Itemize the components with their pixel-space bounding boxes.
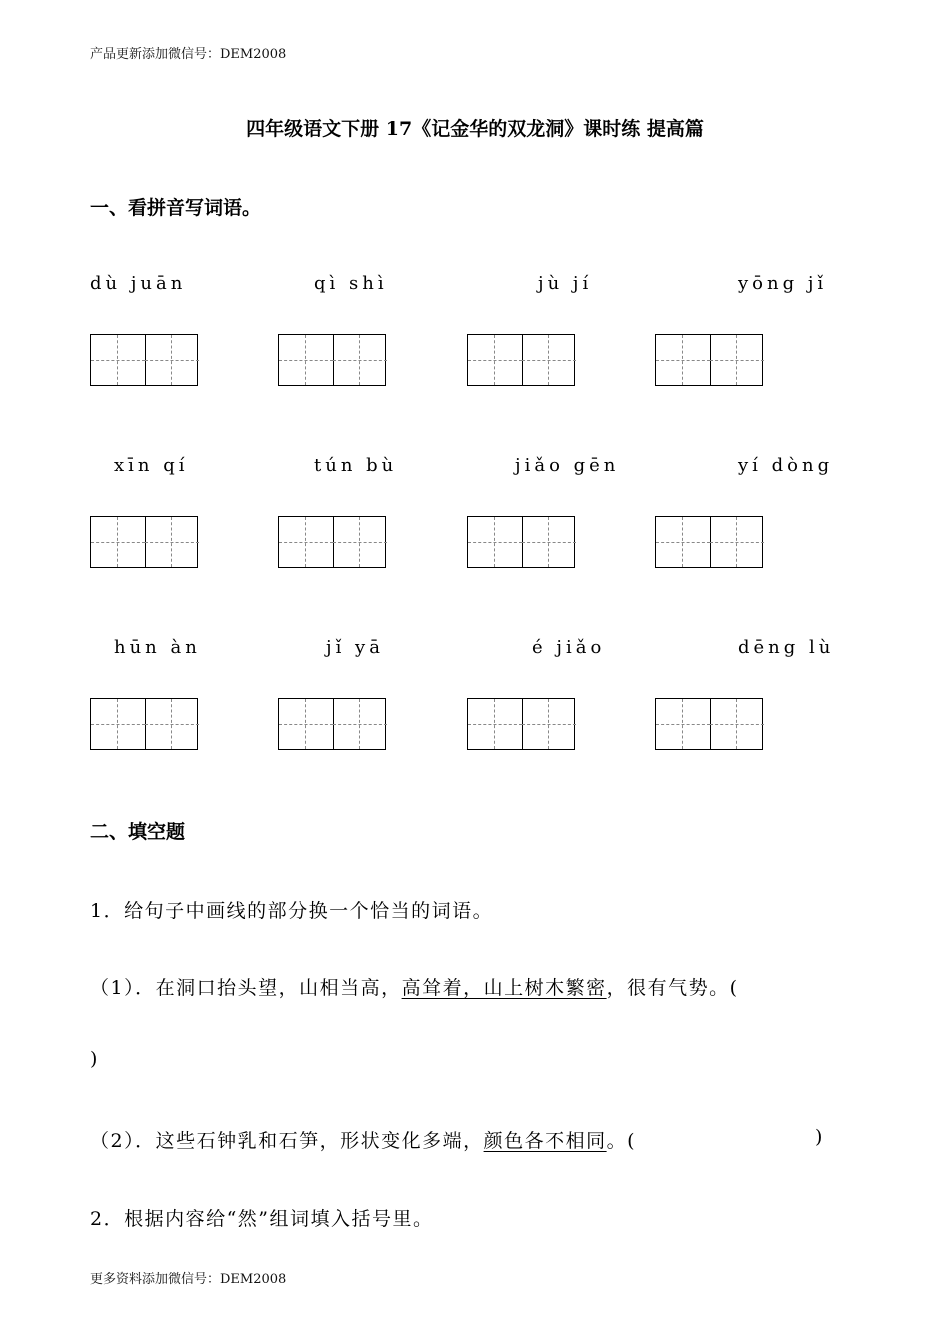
pinyin-qishi: qì shì xyxy=(314,273,388,294)
answer-box-juji[interactable] xyxy=(467,334,575,386)
header-note: 产品更新添加微信号：DEM2008 xyxy=(90,47,287,62)
pinyin-yongji: yōng jǐ xyxy=(738,273,828,294)
page-title: 四年级语文下册 17《记金华的双龙洞》课时练 提高篇 xyxy=(246,118,704,140)
question-1-sentence-2 xyxy=(90,1126,636,1153)
answer-box-dujuan[interactable] xyxy=(90,334,198,386)
sentence-1-prefix: （1）．在洞口抬头望，山相当高， xyxy=(90,977,402,999)
question-1-stem: 1．给句子中画线的部分换一个恰当的词语。 xyxy=(90,900,494,922)
answer-box-hunan[interactable] xyxy=(90,698,198,750)
pinyin-jiya: jǐ yā xyxy=(326,637,384,658)
sentence-2-suffix: 。( xyxy=(606,1130,637,1152)
answer-box-ejiao[interactable] xyxy=(467,698,575,750)
answer-box-yongji[interactable] xyxy=(655,334,763,386)
sentence-2-prefix: （2）．这些石钟乳和石笋，形状变化多端， xyxy=(90,1130,484,1152)
question-1-sentence-1 xyxy=(90,973,739,1000)
pinyin-yidong: yí dòng xyxy=(738,455,834,476)
answer-paren-close-1: ) xyxy=(90,1048,99,1070)
footer-note: 更多资料添加微信号：DEM2008 xyxy=(90,1272,287,1287)
pinyin-juji: jù jí xyxy=(538,273,593,294)
pinyin-tunbu: tún bù xyxy=(314,455,398,476)
pinyin-ejiao: é jiǎo xyxy=(532,637,606,658)
answer-box-yidong[interactable] xyxy=(655,516,763,568)
sentence-2-underlined: 颜色各不相同 xyxy=(483,1130,607,1152)
pinyin-dujuan: dù juān xyxy=(90,273,187,294)
pinyin-hunan: hūn àn xyxy=(114,637,201,658)
question-2-stem: 2．根据内容给“然”组词填入括号里。 xyxy=(90,1208,434,1230)
section1-heading: 一、看拼音写词语。 xyxy=(90,197,262,219)
answer-box-tunbu[interactable] xyxy=(278,516,386,568)
pinyin-xinqi: xīn qí xyxy=(114,455,189,476)
sentence-1-underlined: 高耸着，山上树木繁密 xyxy=(401,977,607,999)
answer-box-qishi[interactable] xyxy=(278,334,386,386)
answer-box-denglu[interactable] xyxy=(655,698,763,750)
pinyin-denglu: dēng lù xyxy=(738,637,835,658)
section2-heading: 二、填空题 xyxy=(90,821,186,843)
pinyin-jiaogen: jiǎo gēn xyxy=(515,455,620,476)
answer-paren-close-2: ) xyxy=(815,1126,824,1148)
answer-box-jiya[interactable] xyxy=(278,698,386,750)
answer-box-jiaogen[interactable] xyxy=(467,516,575,568)
answer-box-xinqi[interactable] xyxy=(90,516,198,568)
sentence-1-suffix: ，很有气势。( xyxy=(606,977,739,999)
